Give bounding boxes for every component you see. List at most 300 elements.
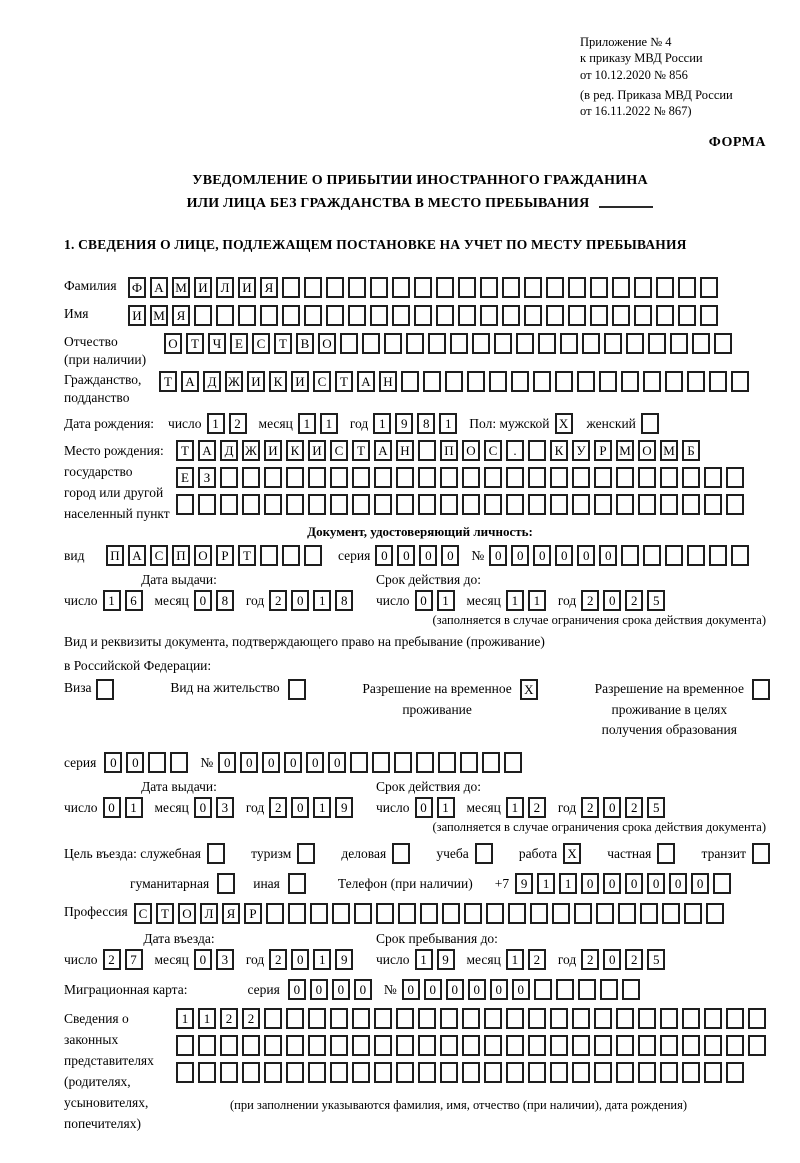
legal-representatives-boxes bbox=[176, 1008, 770, 1114]
form-cell: 0 bbox=[468, 979, 486, 1000]
form-cell: 0 bbox=[291, 590, 309, 611]
form-cell bbox=[438, 752, 456, 773]
form-cell bbox=[660, 467, 678, 488]
form-cell bbox=[656, 277, 674, 298]
visa-option bbox=[64, 679, 118, 700]
migration-series-label: серия bbox=[247, 981, 280, 997]
entry-dates-row bbox=[64, 949, 776, 970]
residence-doc-line1: Вид и реквизиты документа, подтверждающего право на пребывание (проживание) bbox=[64, 634, 545, 650]
citizenship-row bbox=[64, 371, 776, 407]
stay-month-boxes bbox=[506, 949, 550, 970]
form-cell bbox=[352, 494, 370, 515]
form-cell: Т bbox=[159, 371, 177, 392]
form-cell bbox=[418, 1062, 436, 1083]
citizenship-label: Гражданство, подданство bbox=[64, 372, 142, 406]
form-cell bbox=[604, 333, 622, 354]
form-cell bbox=[350, 752, 368, 773]
form-cell bbox=[546, 277, 564, 298]
form-cell: 0 bbox=[647, 873, 665, 894]
form-cell bbox=[440, 1035, 458, 1056]
form-cell: 0 bbox=[332, 979, 350, 1000]
form-cell: 1 bbox=[373, 413, 391, 434]
purpose-private: частная bbox=[607, 843, 679, 864]
form-cell bbox=[508, 903, 526, 924]
form-cell bbox=[332, 903, 350, 924]
form-cell bbox=[420, 903, 438, 924]
legal-row2-boxes bbox=[176, 1035, 770, 1056]
form-cell: 0 bbox=[310, 979, 328, 1000]
form-cell: П bbox=[440, 440, 458, 461]
form-cell bbox=[530, 903, 548, 924]
form-cell: М bbox=[616, 440, 634, 461]
rvp-number-boxes bbox=[218, 752, 526, 773]
document-title-line2: ИЛИ ЛИЦА БЕЗ ГРАЖДАНСТВА В МЕСТО ПРЕБЫВАНИЯ bbox=[64, 192, 776, 215]
form-cell bbox=[660, 1035, 678, 1056]
form-cell: 1 bbox=[528, 590, 546, 611]
form-cell bbox=[682, 467, 700, 488]
form-cell: У bbox=[572, 440, 590, 461]
form-cell: К bbox=[269, 371, 287, 392]
form-cell: О bbox=[194, 545, 212, 566]
form-cell bbox=[700, 305, 718, 326]
form-cell bbox=[568, 305, 586, 326]
residence-permit-label: Вид на жительство bbox=[170, 680, 280, 696]
form-cell bbox=[506, 494, 524, 515]
form-cell bbox=[462, 467, 480, 488]
purpose-private-checkbox bbox=[657, 843, 679, 864]
form-cell bbox=[384, 333, 402, 354]
form-cell: 0 bbox=[126, 752, 144, 773]
form-cell bbox=[423, 371, 441, 392]
form-cell bbox=[418, 467, 436, 488]
form-cell: 1 bbox=[207, 413, 225, 434]
form-cell bbox=[352, 1035, 370, 1056]
form-cell: Я bbox=[172, 305, 190, 326]
doc-number-label: № bbox=[471, 547, 485, 563]
form-cell: Р bbox=[244, 903, 262, 924]
title-blank-underline bbox=[599, 206, 653, 208]
form-cell bbox=[475, 843, 493, 864]
form-cell bbox=[687, 545, 705, 566]
purpose-phone-row bbox=[130, 873, 776, 894]
form-cell: 6 bbox=[125, 590, 143, 611]
form-cell bbox=[304, 305, 322, 326]
form-cell: Е bbox=[176, 467, 194, 488]
form-cell: 0 bbox=[490, 979, 508, 1000]
form-cell: 2 bbox=[581, 949, 599, 970]
sex-female-checkbox bbox=[641, 413, 663, 434]
form-cell: 5 bbox=[647, 949, 665, 970]
form-cell: И bbox=[247, 371, 265, 392]
doc-valid-day-boxes bbox=[415, 590, 459, 611]
form-cell: 0 bbox=[375, 545, 393, 566]
profession-label: Профессия bbox=[64, 904, 128, 920]
form-cell: Б bbox=[682, 440, 700, 461]
form-cell: В bbox=[296, 333, 314, 354]
form-cell: И bbox=[194, 277, 212, 298]
rvp-valid-year-boxes bbox=[581, 797, 669, 818]
form-cell bbox=[374, 1008, 392, 1029]
form-cell: М bbox=[660, 440, 678, 461]
form-cell bbox=[486, 903, 504, 924]
form-cell bbox=[634, 305, 652, 326]
form-cell bbox=[657, 843, 675, 864]
form-cell bbox=[550, 1008, 568, 1029]
form-cell bbox=[528, 467, 546, 488]
temp-residence-option bbox=[362, 679, 541, 720]
rvp-valid-until-caption: Срок действия до: bbox=[376, 779, 481, 795]
form-cell: 2 bbox=[269, 949, 287, 970]
form-cell bbox=[264, 1062, 282, 1083]
form-cell: И bbox=[291, 371, 309, 392]
form-cell bbox=[310, 903, 328, 924]
form-cell bbox=[374, 1062, 392, 1083]
form-cell: 9 bbox=[437, 949, 455, 970]
form-cell: И bbox=[128, 305, 146, 326]
form-cell bbox=[621, 545, 639, 566]
rvp-issue-year-boxes bbox=[269, 797, 357, 818]
form-cell bbox=[374, 1035, 392, 1056]
form-cell bbox=[370, 305, 388, 326]
entry-purpose-row bbox=[64, 843, 776, 864]
form-cell bbox=[414, 277, 432, 298]
form-cell bbox=[648, 333, 666, 354]
purpose-work: работа X bbox=[519, 843, 585, 864]
form-cell bbox=[660, 1062, 678, 1083]
form-cell bbox=[242, 467, 260, 488]
entry-dates-captions bbox=[64, 931, 776, 947]
patronymic-boxes bbox=[164, 333, 736, 354]
form-cell bbox=[494, 333, 512, 354]
phone-boxes bbox=[515, 873, 735, 894]
form-cell bbox=[392, 305, 410, 326]
form-cell: 2 bbox=[528, 797, 546, 818]
form-cell: Ж bbox=[225, 371, 243, 392]
form-cell bbox=[308, 1035, 326, 1056]
form-cell bbox=[450, 333, 468, 354]
purpose-official-checkbox bbox=[207, 843, 229, 864]
form-cell bbox=[572, 1008, 590, 1029]
phone-label: Телефон (при наличии) bbox=[337, 875, 473, 891]
form-cell bbox=[282, 305, 300, 326]
form-cell bbox=[574, 903, 592, 924]
appendix-reference bbox=[580, 34, 776, 119]
rvp-valid-day-boxes bbox=[415, 797, 459, 818]
form-cell bbox=[458, 277, 476, 298]
form-cell: 2 bbox=[242, 1008, 260, 1029]
given-name-label: Имя bbox=[64, 306, 89, 322]
form-cell: 2 bbox=[625, 949, 643, 970]
form-cell: 0 bbox=[291, 797, 309, 818]
purpose-work-checkbox bbox=[563, 843, 585, 864]
form-cell bbox=[348, 277, 366, 298]
form-cell: 1 bbox=[313, 949, 331, 970]
profession-boxes bbox=[134, 903, 728, 924]
form-cell: О bbox=[462, 440, 480, 461]
form-cell: А bbox=[128, 545, 146, 566]
birth-year-boxes bbox=[373, 413, 461, 434]
form-cell: 0 bbox=[194, 949, 212, 970]
form-cell: 9 bbox=[335, 797, 353, 818]
birthplace-row3-boxes bbox=[176, 494, 748, 515]
form-cell bbox=[594, 1062, 612, 1083]
form-cell bbox=[706, 903, 724, 924]
form-cell bbox=[692, 333, 710, 354]
form-cell bbox=[374, 494, 392, 515]
form-cell: Т bbox=[335, 371, 353, 392]
form-cell: О bbox=[318, 333, 336, 354]
form-cell bbox=[242, 494, 260, 515]
form-cell: 5 bbox=[647, 590, 665, 611]
form-cell: Д bbox=[203, 371, 221, 392]
form-cell bbox=[370, 277, 388, 298]
birth-day-boxes bbox=[207, 413, 251, 434]
sex-male-label: Пол: мужской bbox=[469, 415, 550, 431]
given-name-row bbox=[64, 305, 776, 326]
form-cell bbox=[282, 545, 300, 566]
form-cell bbox=[506, 1008, 524, 1029]
form-cell bbox=[170, 752, 188, 773]
form-cell bbox=[304, 545, 322, 566]
form-cell bbox=[682, 1008, 700, 1029]
form-cell: А bbox=[198, 440, 216, 461]
surname-boxes bbox=[128, 277, 722, 298]
form-cell bbox=[752, 679, 770, 700]
entry-day-boxes bbox=[103, 949, 147, 970]
form-cell bbox=[713, 873, 731, 894]
form-cell bbox=[220, 467, 238, 488]
form-cell: 8 bbox=[417, 413, 435, 434]
form-cell: З bbox=[198, 467, 216, 488]
form-cell bbox=[572, 1035, 590, 1056]
form-cell: 0 bbox=[218, 752, 236, 773]
form-cell: 1 bbox=[313, 590, 331, 611]
sex-female-label: женский bbox=[586, 415, 636, 431]
form-cell bbox=[590, 277, 608, 298]
form-cell bbox=[528, 440, 546, 461]
form-cell: 2 bbox=[269, 590, 287, 611]
form-cell bbox=[464, 903, 482, 924]
doc-issue-date-caption: Дата выдачи: bbox=[141, 572, 217, 588]
form-cell bbox=[242, 1062, 260, 1083]
form-cell bbox=[506, 1035, 524, 1056]
form-cell: 0 bbox=[533, 545, 551, 566]
form-cell bbox=[656, 305, 674, 326]
form-cell: 8 bbox=[216, 590, 234, 611]
doc-series-label: серия bbox=[338, 547, 371, 563]
form-cell: Ч bbox=[208, 333, 226, 354]
form-cell bbox=[616, 467, 634, 488]
form-cell: Л bbox=[200, 903, 218, 924]
form-cell bbox=[752, 843, 770, 864]
appendix-line: Приложение № 4 bbox=[580, 35, 672, 49]
doc-valid-until-caption: Срок действия до: bbox=[376, 572, 481, 588]
birth-month-boxes bbox=[298, 413, 342, 434]
form-cell bbox=[414, 305, 432, 326]
form-cell bbox=[472, 333, 490, 354]
form-cell bbox=[506, 467, 524, 488]
form-cell bbox=[700, 277, 718, 298]
form-cell bbox=[618, 903, 636, 924]
form-cell bbox=[282, 277, 300, 298]
visa-checkbox bbox=[96, 679, 118, 700]
form-cell: 0 bbox=[441, 545, 459, 566]
surname-row bbox=[64, 277, 776, 298]
form-cell: 2 bbox=[269, 797, 287, 818]
form-cell: 0 bbox=[240, 752, 258, 773]
form-cell: 0 bbox=[691, 873, 709, 894]
form-cell: 0 bbox=[581, 873, 599, 894]
purpose-transit: транзит bbox=[702, 843, 775, 864]
doc-issue-year-boxes bbox=[269, 590, 357, 611]
form-cell bbox=[288, 873, 306, 894]
form-cell bbox=[578, 979, 596, 1000]
form-cell bbox=[484, 1008, 502, 1029]
form-cell bbox=[621, 371, 639, 392]
form-cell: М bbox=[172, 277, 190, 298]
temp-residence-edu-option bbox=[595, 679, 774, 740]
form-cell bbox=[590, 305, 608, 326]
form-cell: 0 bbox=[397, 545, 415, 566]
form-cell bbox=[354, 903, 372, 924]
stay-day-boxes bbox=[415, 949, 459, 970]
form-cell: . bbox=[506, 440, 524, 461]
purpose-business-checkbox bbox=[392, 843, 414, 864]
form-cell: 1 bbox=[103, 590, 121, 611]
residence-doc-line2: в Российской Федерации: bbox=[64, 658, 212, 674]
form-cell bbox=[516, 333, 534, 354]
stay-until-group: число 1 9 месяц 1 2 год 2 0 2 5 bbox=[376, 949, 669, 970]
form-cell bbox=[326, 305, 344, 326]
form-cell: Т bbox=[186, 333, 204, 354]
form-cell bbox=[304, 277, 322, 298]
form-cell bbox=[594, 1008, 612, 1029]
form-cell bbox=[616, 494, 634, 515]
form-cell bbox=[440, 1062, 458, 1083]
rvp-series-row bbox=[64, 752, 776, 773]
form-cell: 0 bbox=[328, 752, 346, 773]
form-cell bbox=[550, 494, 568, 515]
form-cell: С bbox=[330, 440, 348, 461]
form-cell bbox=[198, 494, 216, 515]
form-cell bbox=[682, 1035, 700, 1056]
form-cell: 0 bbox=[415, 590, 433, 611]
form-cell: К bbox=[286, 440, 304, 461]
purpose-tourism: туризм bbox=[251, 843, 319, 864]
form-cell bbox=[665, 545, 683, 566]
form-cell: 1 bbox=[559, 873, 577, 894]
form-cell: Н bbox=[396, 440, 414, 461]
form-cell bbox=[462, 1008, 480, 1029]
rvp-restriction-note: (заполняется в случае ограничения срока действия документа) bbox=[432, 820, 766, 835]
form-cell: 1 bbox=[437, 590, 455, 611]
form-cell: 1 bbox=[537, 873, 555, 894]
form-cell: 1 bbox=[437, 797, 455, 818]
legal-representatives-label: Сведения о законных представителях (родителях, усыновителях, попечителях) bbox=[64, 1011, 154, 1132]
form-cell bbox=[418, 440, 436, 461]
form-cell: 2 bbox=[528, 949, 546, 970]
doc-issue-date-group: число 1 6 месяц 0 8 год 2 0 1 8 bbox=[64, 590, 364, 611]
form-cell: 0 bbox=[288, 979, 306, 1000]
form-cell: С bbox=[484, 440, 502, 461]
form-cell bbox=[704, 467, 722, 488]
doc-series-boxes bbox=[375, 545, 463, 566]
form-cell bbox=[288, 679, 306, 700]
form-cell: 0 bbox=[291, 949, 309, 970]
form-cell bbox=[550, 467, 568, 488]
form-cell bbox=[612, 277, 630, 298]
form-cell bbox=[362, 333, 380, 354]
purpose-humanitarian-label: гуманитарная bbox=[130, 875, 210, 891]
form-cell bbox=[638, 494, 656, 515]
form-cell: 1 bbox=[313, 797, 331, 818]
form-cell bbox=[445, 371, 463, 392]
form-cell bbox=[462, 1035, 480, 1056]
form-cell: 1 bbox=[506, 797, 524, 818]
phone-prefix: +7 bbox=[494, 875, 510, 891]
citizenship-boxes bbox=[159, 371, 753, 392]
doc-number-boxes bbox=[489, 545, 753, 566]
form-cell bbox=[594, 1035, 612, 1056]
form-cell bbox=[96, 679, 114, 700]
form-cell bbox=[643, 545, 661, 566]
form-cell: Я bbox=[260, 277, 278, 298]
profession-row bbox=[64, 903, 776, 924]
form-cell bbox=[286, 1008, 304, 1029]
form-cell bbox=[330, 494, 348, 515]
temp-residence-checkbox bbox=[520, 679, 542, 700]
form-cell bbox=[376, 903, 394, 924]
entry-month-boxes bbox=[194, 949, 238, 970]
form-cell bbox=[340, 333, 358, 354]
form-cell bbox=[572, 467, 590, 488]
form-cell bbox=[502, 305, 520, 326]
form-cell: X bbox=[520, 679, 538, 700]
form-cell bbox=[458, 305, 476, 326]
form-cell: А bbox=[150, 277, 168, 298]
form-cell bbox=[260, 545, 278, 566]
legal-representatives-block bbox=[64, 1008, 776, 1134]
surname-label: Фамилия bbox=[64, 278, 117, 294]
form-cell: 3 bbox=[216, 797, 234, 818]
form-cell bbox=[582, 333, 600, 354]
form-cell bbox=[308, 494, 326, 515]
form-cell bbox=[418, 494, 436, 515]
form-cell: 0 bbox=[194, 797, 212, 818]
form-cell: О bbox=[164, 333, 182, 354]
form-cell bbox=[297, 843, 315, 864]
form-cell bbox=[330, 1035, 348, 1056]
form-cell: Ж bbox=[242, 440, 260, 461]
given-name-boxes bbox=[128, 305, 722, 326]
temp-residence-edu-checkbox bbox=[752, 679, 774, 700]
form-cell: Р bbox=[216, 545, 234, 566]
form-cell bbox=[286, 1062, 304, 1083]
form-cell bbox=[748, 1008, 766, 1029]
form-cell bbox=[396, 1035, 414, 1056]
form-cell: 0 bbox=[424, 979, 442, 1000]
day-label: число bbox=[168, 415, 202, 431]
form-cell: 2 bbox=[581, 797, 599, 818]
form-cell: Н bbox=[379, 371, 397, 392]
visa-label: Виза bbox=[64, 680, 92, 696]
form-cell bbox=[372, 752, 390, 773]
form-cell bbox=[352, 1062, 370, 1083]
form-cell: 0 bbox=[603, 590, 621, 611]
form-cell: 0 bbox=[669, 873, 687, 894]
form-cell: А bbox=[357, 371, 375, 392]
form-cell bbox=[484, 1062, 502, 1083]
